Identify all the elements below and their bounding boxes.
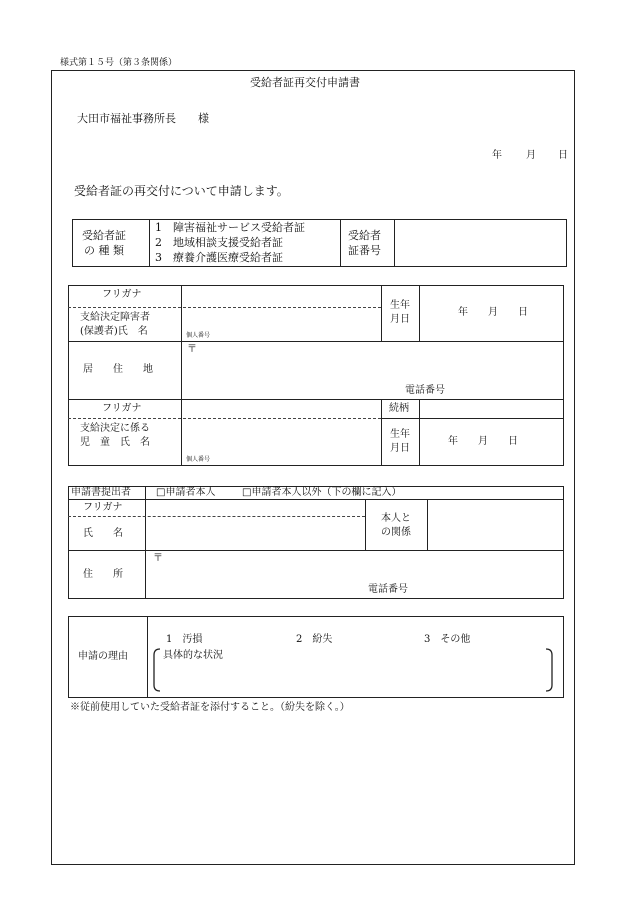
date-year: 年 [492, 150, 502, 161]
cert-number-field[interactable] [396, 221, 564, 265]
reason-details-label: 具体的な状況 [163, 650, 223, 661]
date-day: 日 [558, 150, 568, 161]
reason-option-1[interactable]: 1 汚損 [166, 634, 203, 645]
submitter-header: 申請書提出者 [71, 487, 131, 498]
submitter-relation-label-2: の関係 [381, 527, 411, 538]
submitter-postal-mark: 〒 [153, 553, 163, 564]
form-title: 受給者証再交付申請書 [250, 76, 360, 89]
applicant-furigana-field[interactable] [183, 287, 379, 305]
submitter-name-label: 氏 名 [83, 528, 123, 539]
submitter-furigana-label: フリガナ [83, 502, 123, 513]
reason-option-2[interactable]: 2 紛失 [296, 634, 333, 645]
child-relation-field[interactable] [421, 401, 562, 417]
submitter-option-self[interactable]: □申請者本人 [156, 487, 216, 498]
submitter-address-field[interactable] [162, 553, 554, 581]
child-birth-label: 生年 [390, 429, 410, 440]
submitter-option-other[interactable]: □申請者本人以外（下の欄に記入） [242, 487, 402, 498]
applicant-personal-number-label: 個人番号 [186, 332, 211, 339]
child-furigana-label: フリガナ [102, 403, 142, 414]
submitter-name-field[interactable] [147, 518, 363, 548]
child-name-label-2: 児 童 氏 名 [80, 437, 150, 448]
submitter-relation-field[interactable] [429, 501, 562, 548]
footnote: ※従前使用していた受給者証を添付すること。（紛失を除く。） [70, 702, 350, 713]
cert-type-option-2[interactable]: 2 地域相談支援受給者証 [155, 236, 283, 249]
child-furigana-field[interactable] [183, 401, 379, 417]
cert-type-label-2: の 種 類 [84, 244, 124, 257]
addressee: 大田市福祉事務所長 様 [77, 112, 209, 125]
child-birth-ymd[interactable]: 年 月 日 [448, 436, 518, 447]
applicant-birth-ymd[interactable]: 年 月 日 [458, 307, 528, 318]
submitter-relation-label: 本人と [381, 513, 411, 524]
child-personal-number-label: 個人番号 [186, 456, 211, 463]
applicant-birth-label-2: 月日 [390, 314, 410, 325]
applicant-name-field[interactable] [183, 309, 379, 331]
applicant-furigana-label: フリガナ [102, 289, 142, 300]
submitter-furigana-field[interactable] [147, 501, 363, 515]
intro-text: 受給者証の再交付について申請します。 [74, 184, 289, 198]
applicant-name-label: 支給決定障害者 [80, 312, 150, 323]
cert-type-option-3[interactable]: 3 療養介護医療受給者証 [155, 251, 283, 264]
submitter-phone-label: 電話番号 [368, 584, 408, 595]
residence-label: 居 住 地 [83, 364, 153, 375]
residence-postal-mark: 〒 [187, 344, 197, 355]
applicant-birth-label: 生年 [390, 300, 410, 311]
child-birth-label-2: 月日 [390, 443, 410, 454]
submitter-address-label: 住 所 [83, 569, 123, 580]
child-name-label: 支給決定に係る [80, 423, 150, 434]
cert-number-label: 受給者 [348, 229, 381, 242]
cert-number-label-2: 証番号 [348, 244, 381, 257]
residence-field[interactable] [195, 345, 555, 383]
date-month: 月 [526, 150, 536, 161]
cert-type-label: 受給者証 [82, 229, 126, 242]
form-number: 様式第１５号（第３条関係） [60, 58, 178, 68]
reason-label: 申請の理由 [78, 651, 128, 662]
reason-details-bracket[interactable] [150, 645, 562, 695]
applicant-name-label-2: (保護者)氏 名 [80, 326, 148, 337]
child-relation-label: 続柄 [389, 403, 409, 414]
cert-type-option-1[interactable]: 1 障害福祉サービス受給者証 [155, 221, 305, 234]
residence-phone-label: 電話番号 [405, 385, 445, 396]
reason-option-3[interactable]: 3 その他 [424, 634, 471, 645]
child-name-field[interactable] [183, 420, 379, 454]
